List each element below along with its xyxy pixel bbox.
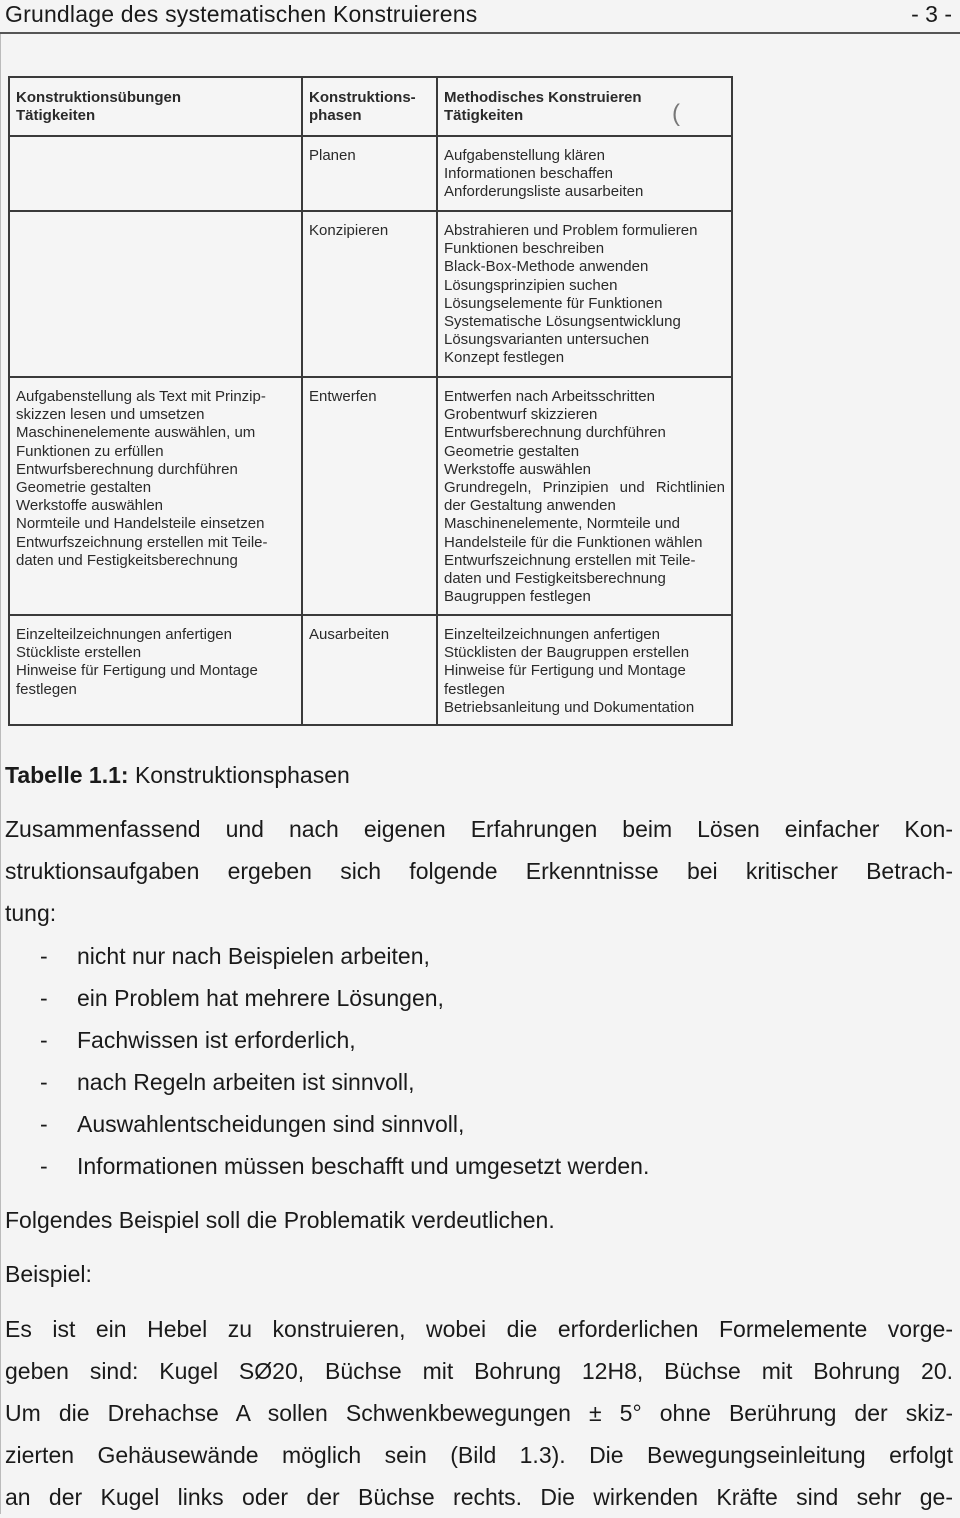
cell-methodisch — [438, 212, 731, 376]
activity: daten und Festigkeitsberechnung — [444, 570, 666, 588]
cell-phase — [303, 616, 438, 724]
phase-label: Planen — [309, 147, 356, 164]
header-cell-uebungen — [10, 78, 303, 135]
phase-label: Entwerfen — [309, 388, 377, 405]
exercise: Einzelteilzeichnungen anfertigen — [16, 626, 232, 643]
page-header — [0, 0, 960, 34]
paragraph-line: tung: — [5, 900, 57, 926]
activity: Geometrie gestalten — [444, 442, 580, 460]
list-item — [0, 1103, 960, 1145]
activity: Maschinenelemente, Normteile und — [444, 515, 680, 533]
exercise: skizzen lesen und umsetzen — [16, 406, 205, 424]
paragraph-line: Es ist ein Hebel zu konstruieren, wobei die erforderlichen Formelemente vorge- — [5, 1316, 953, 1342]
page-left-edge — [0, 34, 1, 1514]
header-text: Tätigkeiten — [16, 107, 96, 125]
dash-bullet: - — [40, 943, 48, 969]
activity: Grundregeln, Prinzipien und Richtlinien — [444, 479, 725, 497]
activity: Anforderungsliste ausarbeiten — [444, 183, 644, 201]
exercise: Werkstoffe auswählen — [16, 497, 164, 515]
caption-label: Tabelle 1.1: — [5, 762, 129, 788]
exercise: Normteile und Handelsteile einsetzen — [16, 515, 265, 533]
activity: Stücklisten der Baugruppen erstellen — [444, 644, 690, 662]
cell-phase — [303, 137, 438, 210]
list-item — [0, 935, 960, 977]
activity: Lösungsvarianten untersuchen — [444, 331, 650, 349]
paragraph-line: Um die Drehachse A sollen Schwenkbewegungen ± 5° ohne Berührung der skiz- — [5, 1400, 953, 1426]
header-cell-methodisch — [438, 78, 731, 135]
exercise: daten und Festigkeitsberechnung — [16, 551, 238, 569]
exercise: Funktionen zu erfüllen — [16, 442, 164, 460]
dash-bullet: - — [40, 1027, 48, 1053]
activity: Black-Box-Methode anwenden — [444, 258, 649, 276]
cell-phase — [303, 378, 438, 614]
paragraph-line: geben sind: Kugel SØ20, Büchse mit Bohrung 12H8, Büchse mit Bohrung 20. — [5, 1358, 953, 1384]
cell-uebungen — [10, 137, 303, 210]
list-item-text: Informationen müssen beschafft und umgesetzt werden. — [77, 1153, 650, 1179]
dash-bullet: - — [40, 985, 48, 1011]
construction-phases-table — [8, 76, 733, 726]
table-header-row — [10, 78, 731, 137]
exercise: Maschinenelemente auswählen, um — [16, 424, 256, 442]
phase-label: Ausarbeiten — [309, 626, 390, 643]
header-cell-phasen — [303, 78, 438, 135]
list-item-text: nicht nur nach Beispielen arbeiten, — [77, 943, 430, 969]
intro-paragraph — [5, 808, 953, 934]
table-row-konzipieren — [10, 212, 731, 378]
paragraph-line: an der Kugel links oder der Büchse rechts. Die wirkenden Kräfte sind sehr ge- — [5, 1484, 953, 1510]
exercise: Entwurfszeichnung erstellen mit Teile- — [16, 533, 268, 551]
cell-phase — [303, 212, 438, 376]
table-row-entwerfen — [10, 378, 731, 616]
exercise: festlegen — [16, 680, 77, 698]
running-title: Grundlage des systematischen Konstruierens — [5, 1, 478, 27]
activity: Baugruppen festlegen — [444, 588, 591, 606]
activity: Entwurfszeichnung erstellen mit Teile- — [444, 551, 696, 569]
activity: Handelsteile für die Funktionen wählen — [444, 533, 703, 551]
header-text: phasen — [309, 107, 362, 125]
activity: Systematische Lösungsentwicklung — [444, 313, 681, 331]
list-item — [0, 1145, 960, 1187]
page-number: - 3 - — [911, 1, 952, 27]
paragraph-line: zierten Gehäusewände möglich sein (Bild 1.3). Die Bewegungseinleitung erfolgt — [5, 1442, 953, 1468]
margin-pencil-mark: ( — [672, 100, 680, 127]
dash-bullet: - — [40, 1153, 48, 1179]
cell-uebungen — [10, 212, 303, 376]
cell-methodisch — [438, 137, 731, 210]
header-text: Methodisches Konstruieren — [444, 89, 642, 106]
activity: Informationen beschaffen — [444, 165, 614, 183]
activity: Betriebsanleitung und Dokumentation — [444, 698, 695, 716]
cell-uebungen — [10, 378, 303, 614]
exercise: Hinweise für Fertigung und Montage — [16, 662, 258, 680]
activity: Entwurfsberechnung durchführen — [444, 424, 666, 442]
caption-text: Konstruktionsphasen — [134, 762, 350, 788]
activity: Entwerfen nach Arbeitsschritten — [444, 388, 655, 405]
activity: festlegen — [444, 680, 505, 698]
list-item — [0, 1061, 960, 1103]
paragraph-line: Zusammenfassend und nach eigenen Erfahrungen beim Lösen einfacher Kon- — [5, 816, 953, 842]
dash-bullet: - — [40, 1111, 48, 1137]
activity: Konzept festlegen — [444, 349, 565, 367]
table-caption — [5, 762, 350, 789]
list-item-text: nach Regeln arbeiten ist sinnvoll, — [77, 1069, 415, 1095]
exercise: Aufgabenstellung als Text mit Prinzip- — [16, 388, 266, 405]
header-text: Konstruktions- — [309, 89, 416, 106]
activity: der Gestaltung anwenden — [444, 497, 616, 515]
activity: Grobentwurf skizzieren — [444, 406, 598, 424]
activity: Abstrahieren und Problem formulieren — [444, 222, 698, 239]
activity: Werkstoffe auswählen — [444, 460, 592, 478]
activity: Funktionen beschreiben — [444, 240, 605, 258]
table-row-planen — [10, 137, 731, 212]
exercise: Geometrie gestalten — [16, 479, 152, 497]
example-label: Beispiel: — [5, 1261, 92, 1287]
activity: Aufgabenstellung klären — [444, 147, 605, 164]
activity: Einzelteilzeichnungen anfertigen — [444, 626, 660, 643]
phase-label: Konzipieren — [309, 222, 389, 239]
exercise: Stückliste erstellen — [16, 644, 142, 662]
table-row-ausarbeiten — [10, 616, 731, 724]
cell-methodisch — [438, 378, 731, 614]
findings-list — [0, 935, 960, 1187]
list-item-text: ein Problem hat mehrere Lösungen, — [77, 985, 444, 1011]
example-intro: Folgendes Beispiel soll die Problematik verdeutlichen. — [5, 1207, 555, 1233]
dash-bullet: - — [40, 1069, 48, 1095]
activity: Lösungsprinzipien suchen — [444, 276, 618, 294]
activity: Hinweise für Fertigung und Montage — [444, 662, 686, 680]
cell-methodisch — [438, 616, 731, 724]
exercise: Entwurfsberechnung durchführen — [16, 460, 238, 478]
list-item-text: Auswahlentscheidungen sind sinnvoll, — [77, 1111, 465, 1137]
example-paragraph — [5, 1308, 953, 1518]
header-text: Konstruktionsübungen — [16, 89, 181, 106]
activity: Lösungselemente für Funktionen — [444, 294, 663, 312]
list-item — [0, 1019, 960, 1061]
list-item — [0, 977, 960, 1019]
paragraph-line: struktionsaufgaben ergeben sich folgende Erkenntnisse bei kritischer Betrach- — [5, 858, 953, 884]
cell-uebungen — [10, 616, 303, 724]
list-item-text: Fachwissen ist erforderlich, — [77, 1027, 356, 1053]
header-text: Tätigkeiten — [444, 107, 524, 125]
